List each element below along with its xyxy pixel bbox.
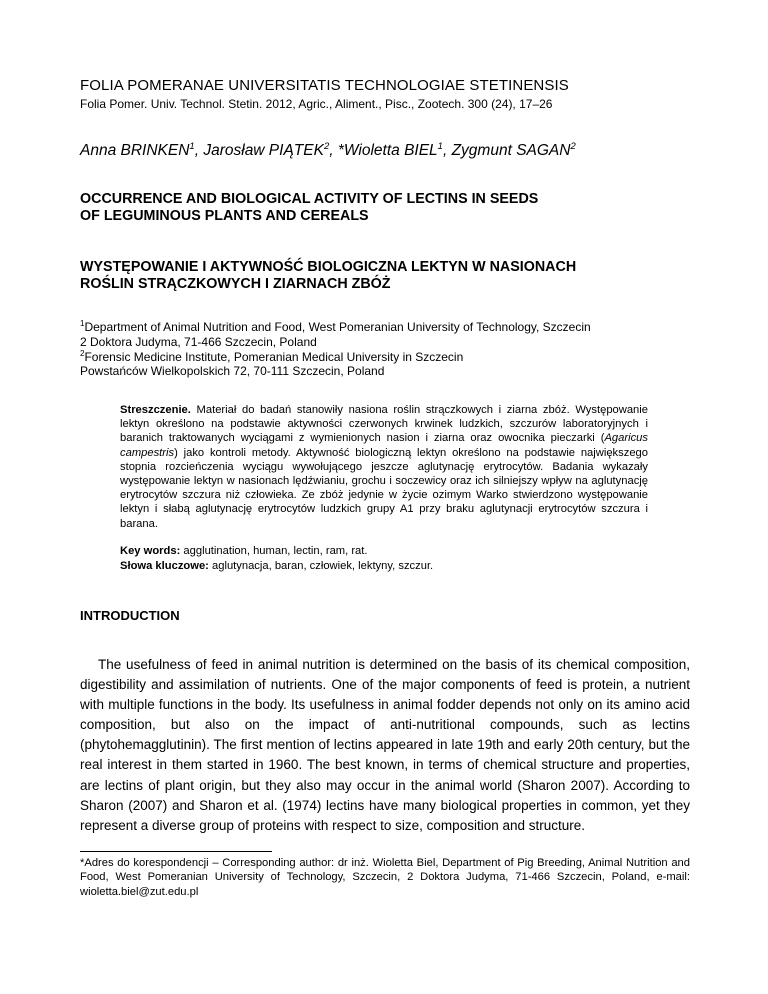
abstract	[120, 403, 648, 531]
abstract-label: Streszczenie.	[120, 404, 191, 416]
affiliation-address: Powstańców Wielkopolskich 72, 70-111 Szczecin, Poland	[80, 364, 385, 379]
abstract-text: ) jako kontroli metody. Aktywność biologiczną lektyn określono na podstawie największego stopnia rozcieńczenia wyciągu wywołującego jeszcze aglutynację erytrocytów. Badania wykazały występowanie lektyn w nasionach lędźwianiu, grochu i soczewicy oraz ich silniejszy wpływ na aglutynację erytrocytów szczura niż człowieka. Ze zbóż jedynie w życie ozimym Warko stwierdzono występowanie lektyn i słabą aglutynację erytrocytów ludzkich grupy A1 przy braku aglutynacji erytrocytów szczura i barana.	[120, 446, 648, 530]
author-affiliation-mark: 2	[323, 140, 330, 152]
keywords-english	[120, 545, 368, 557]
title-english	[80, 191, 538, 225]
author-affiliation-mark: 1	[189, 140, 195, 152]
title-english-line: OF LEGUMINOUS PLANTS AND CEREALS	[80, 208, 369, 224]
intro-paragraph: The usefulness of feed in animal nutrition is determined on the basis of its chemical composition, digestibility and assimilation of nutrients. One of the major components of feed is protein, a nutrient with multiple functions in the body. Its usefulness in animal fodder depends not only on its amino acid composition, but also on the impact of anti-nutritional compounds, such as lectins (phytohemagglutinin). The first mention of lectins appeared in late 19th and early 20th century, but the real interest in them started in 1960. The best known, in terms of chemical structure and properties, are lectins of plant origin, but they also may occur in the animal world (Sharon 2007). According to Sharon (2007) and Sharon et al. (1974) lectins have many biological properties in common, yet they represent a diverse group of proteins with respect to size, composition and structure.	[80, 657, 690, 833]
affiliation-line	[80, 350, 591, 365]
affiliation-line	[80, 320, 591, 335]
title-polish-line: ROŚLIN STRĄCZKOWYCH I ZIARNACH ZBÓŻ	[80, 276, 391, 292]
keywords-values: agglutination, human, lectin, ram, rat.	[180, 545, 368, 557]
footnote-divider	[80, 851, 272, 852]
title-polish-line: WYSTĘPOWANIE I AKTYWNOŚĆ BIOLOGICZNA LEKTYN W NASIONACH	[80, 259, 577, 275]
journal-citation: Folia Pomer. Univ. Technol. Stetin. 2012, Agric., Aliment., Pisc., Zootech. 300 (24), 17–26	[80, 97, 553, 111]
keywords-label: Słowa kluczowe:	[120, 560, 209, 572]
journal-name: FOLIA POMERANAE UNIVERSITATIS TECHNOLOGIAE STETINENSIS	[80, 77, 569, 94]
species-name: Agaricus campestris	[120, 432, 648, 459]
keywords-label: Key words:	[120, 545, 181, 557]
affiliation-text: Department of Animal Nutrition and Food, West Pomeranian University of Technology, Szczecin	[84, 320, 591, 334]
corresponding-author-footnote: *Adres do korespondencji – Corresponding author: dr inż. Wioletta Biel, Department of Pig Breeding, Animal Nutrition and Food, West Pomeranian University of Technology, Szczecin, 2 Doktora Judyma, 71-466 Szczecin, Poland, e-mail: wioletta.biel@zut.edu.pl	[80, 857, 690, 898]
affiliation-mark: 1	[80, 319, 85, 328]
affiliation-text: Forensic Medicine Institute, Pomeranian Medical University in Szczecin	[84, 349, 464, 364]
author-name: Jarosław PIĄTEK	[203, 142, 324, 159]
section-heading: INTRODUCTION	[80, 608, 180, 623]
title-english-line: OCCURRENCE AND BIOLOGICAL ACTIVITY OF LECTINS IN SEEDS	[80, 191, 539, 207]
abstract-text: Materiał do badań stanowiły nasiona roślin strączkowych i ziarna zbóż. Występowanie lektyn określono na podstawie aktywności czerwonych krwinek ludzkich, szczurów laboratoryjnych i baranich traktowanych wyciągami z wymienionych nasion i ziarna oraz owocnika pieczarki (	[120, 404, 648, 445]
author-list: Anna BRINKEN$^1$, Jarosław PIĄTEK$^2$, *Wioletta BIEL$^1$, Zygmunt SAGAN$^2$	[80, 140, 576, 159]
author-affiliation-mark: 2	[570, 140, 576, 152]
title-polish	[80, 259, 576, 293]
keywords-values: aglutynacja, baran, człowiek, lektyny, szczur.	[208, 560, 434, 572]
affiliation-mark: 2	[80, 348, 85, 358]
author-name: Anna BRINKEN	[80, 142, 190, 159]
keywords-polish	[120, 560, 433, 572]
author-name: Zygmunt SAGAN	[451, 142, 571, 159]
author-affiliation-mark: 1	[437, 140, 443, 152]
affiliations	[80, 320, 591, 379]
affiliation-address: 2 Doktora Judyma, 71-466 Szczecin, Poland	[80, 334, 317, 349]
author-name: *Wioletta BIEL	[337, 142, 438, 159]
